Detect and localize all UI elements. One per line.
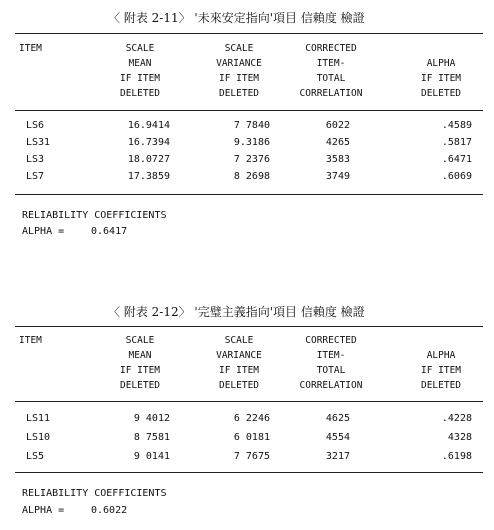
header-line: SCALE	[125, 335, 155, 346]
header-line: TOTAL	[316, 73, 346, 84]
table-2-header-item	[19, 333, 42, 348]
header-line: CORRECTED	[305, 335, 357, 346]
table-1-reliability-label: RELIABILITY COEFFICIENTS	[22, 210, 167, 221]
table-row-item: LS11	[26, 413, 51, 424]
table-row-variance: 7 7675	[233, 451, 270, 462]
header-line: MEAN	[128, 58, 152, 69]
table-row-mean: 8 7581	[133, 432, 170, 443]
table-2-header-rule	[15, 401, 483, 402]
header-line: ITEM	[19, 43, 42, 54]
header-line: DELETED	[119, 88, 161, 99]
table-row-variance: 8 2698	[233, 171, 270, 182]
table-row-corr: 4554	[325, 432, 350, 443]
header-line: ITEM-	[316, 58, 346, 69]
table-row-corr: 4625	[325, 413, 350, 424]
header-line: CORRELATION	[299, 380, 363, 391]
table-2-title: 〈 附表 2-12〉 '完璧主義指向'項目 信賴度 檢證	[108, 305, 365, 319]
table-row-corr: 3217	[325, 451, 350, 462]
table-2-alpha-label: ALPHA =	[22, 505, 65, 516]
table-row-mean: 9 0141	[133, 451, 170, 462]
table-row-mean: 16.7394	[127, 137, 170, 148]
header-line: IF ITEM	[420, 73, 462, 84]
header-line: SCALE	[125, 43, 155, 54]
header-line: SCALE	[224, 335, 254, 346]
table-row-corr: 3583	[325, 154, 350, 165]
header-line: DELETED	[420, 380, 462, 391]
table-1-title: 〈 附表 2-11〉 '未來安定指向'項目 信賴度 檢證	[108, 11, 365, 25]
table-2-reliability-label: RELIABILITY COEFFICIENTS	[22, 488, 167, 499]
table-row-mean: 18.0727	[127, 154, 170, 165]
table-2-alpha-value: 0.6022	[91, 505, 128, 516]
header-line: VARIANCE	[216, 58, 262, 69]
header-line: CORRECTED	[305, 43, 357, 54]
table-1-header-item	[19, 41, 42, 56]
table-row-item: LS5	[26, 451, 45, 462]
table-2-top-rule	[15, 326, 483, 327]
header-line: IF ITEM	[119, 73, 161, 84]
table-row-mean: 16.9414	[127, 120, 170, 131]
table-2-header-corrected	[286, 333, 376, 393]
table-1-top-rule	[15, 33, 483, 34]
header-line: DELETED	[119, 380, 161, 391]
table-1-header-rule	[15, 110, 483, 111]
header-line: IF ITEM	[420, 365, 462, 376]
table-row-alpha: .6069	[441, 171, 472, 182]
table-2-header-scale-mean	[100, 333, 180, 393]
header-line: TOTAL	[316, 365, 346, 376]
table-1-header-scale-mean	[100, 41, 180, 101]
table-1-bottom-rule	[15, 194, 483, 195]
header-line: SCALE	[224, 43, 254, 54]
header-line: ALPHA	[426, 350, 456, 361]
header-line: CORRELATION	[299, 88, 363, 99]
table-row-mean: 17.3859	[127, 171, 170, 182]
table-row-variance: 6 2246	[233, 413, 270, 424]
table-1-alpha-label: ALPHA =	[22, 226, 65, 237]
table-row-variance: 7 7840	[233, 120, 270, 131]
table-row-item: LS10	[26, 432, 51, 443]
header-line: ITEM-	[316, 350, 346, 361]
table-row-corr: 6022	[325, 120, 350, 131]
header-line: IF ITEM	[218, 73, 260, 84]
table-row-alpha: .5817	[441, 137, 472, 148]
header-line: ALPHA	[426, 58, 456, 69]
table-row-corr: 4265	[325, 137, 350, 148]
table-1-header-alpha	[405, 56, 477, 101]
table-2-header-alpha	[405, 348, 477, 393]
table-row-item: LS6	[26, 120, 45, 131]
table-row-alpha: .6198	[441, 451, 472, 462]
table-row-corr: 3749	[325, 171, 350, 182]
header-line: IF ITEM	[218, 365, 260, 376]
header-line: VARIANCE	[216, 350, 262, 361]
table-row-item: LS31	[26, 137, 51, 148]
table-row-alpha: .4228	[441, 413, 472, 424]
header-line: DELETED	[218, 88, 260, 99]
table-row-mean: 9 4012	[133, 413, 170, 424]
table-row-item: LS7	[26, 171, 45, 182]
header-line: IF ITEM	[119, 365, 161, 376]
header-line: ITEM	[19, 335, 42, 346]
table-row-variance: 6 0181	[233, 432, 270, 443]
table-row-alpha: .4589	[441, 120, 472, 131]
table-row-variance: 9.3186	[233, 137, 270, 148]
table-row-variance: 7 2376	[233, 154, 270, 165]
header-line: DELETED	[420, 88, 462, 99]
table-row-alpha: 4328	[447, 432, 472, 443]
table-1-header-scale-variance	[196, 41, 282, 101]
table-row-alpha: .6471	[441, 154, 472, 165]
table-2-bottom-rule	[15, 472, 483, 473]
table-row-item: LS3	[26, 154, 45, 165]
table-2-header-scale-variance	[196, 333, 282, 393]
header-line: DELETED	[218, 380, 260, 391]
table-1-header-corrected	[286, 41, 376, 101]
header-line: MEAN	[128, 350, 152, 361]
table-1-alpha-value: 0.6417	[91, 226, 128, 237]
